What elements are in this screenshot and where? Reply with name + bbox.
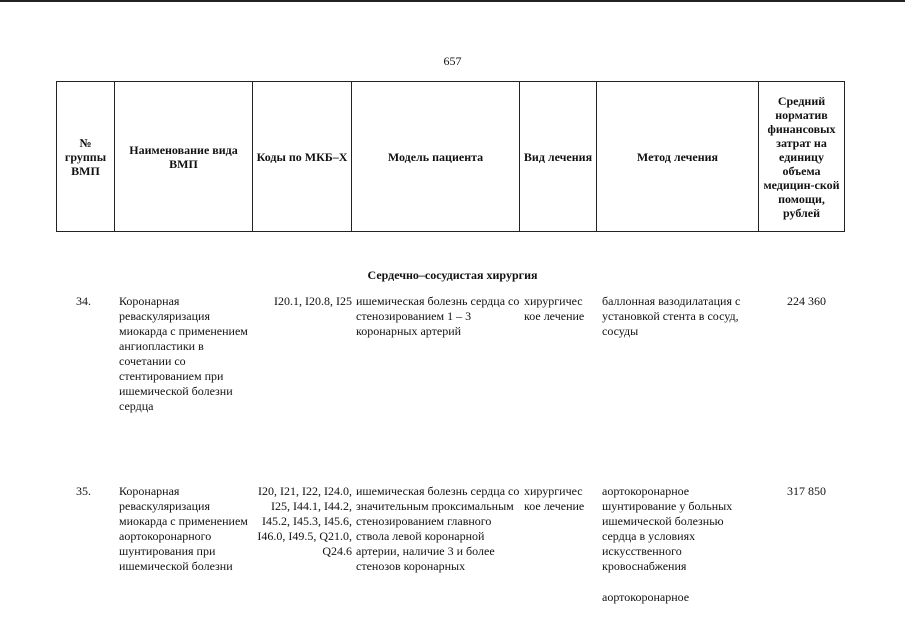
table-header <box>56 81 845 232</box>
header-model: Модель пациента <box>352 82 520 232</box>
header-codes: Коды по МКБ–Х <box>253 82 352 232</box>
row-type: хирургичес кое лечение <box>524 294 585 323</box>
row-method <box>602 294 760 339</box>
row-cost: 224 360 <box>787 294 826 308</box>
header-name: Наименование вида ВМП <box>115 82 253 232</box>
row-number: 34. <box>76 294 91 308</box>
top-border-line <box>0 0 905 2</box>
row-method-text: аортокоронарное шунтирование у больных ишемической болезнью сердца в условиях искусственного кровоснабжения <box>602 484 733 573</box>
row-name: Коронарная реваскуляризация миокарда с применением аортокоронарного шунтирования при ишемической болезни <box>119 484 248 573</box>
row-type: хирургичес кое лечение <box>524 484 585 513</box>
row-model: ишемическая болезнь сердца со значительным проксимальным стенозированием главного ствола левой коронарной артерии, наличие 3 и более стенозов коронарных <box>356 484 520 573</box>
row-name: Коронарная реваскуляризация миокарда с применением ангиопластики в сочетании со стентированием при ишемической болезни сердца <box>119 294 248 413</box>
row-cost: 317 850 <box>787 484 826 498</box>
row-model: ишемическая болезнь сердца со стенозированием 1 – 3 коронарных артерий <box>356 294 520 338</box>
header-method: Метод лечения <box>597 82 759 232</box>
section-title: Сердечно–сосудистая хирургия <box>367 268 538 282</box>
page-number: 657 <box>443 54 462 68</box>
row-number: 35. <box>76 484 91 498</box>
row-codes: I20, I21, I22, I24.0, I25, I44.1, I44.2, I45.2, I45.3, I45.6, I46.0, I49.5, Q21.0, Q24.6 <box>257 484 352 558</box>
row-method-continued: аортокоронарное <box>602 590 690 604</box>
row-method-text: баллонная вазодилатация с установкой стента в сосуд, сосуды <box>602 294 741 338</box>
header-group-no: № группы ВМП <box>57 82 115 232</box>
header-type: Вид лечения <box>520 82 597 232</box>
row-method <box>602 484 760 605</box>
row-codes: I20.1, I20.8, I25 <box>274 294 352 308</box>
header-cost: Средний норматив финансовых затрат на единицу объема медицин-ской помощи, рублей <box>759 82 845 232</box>
